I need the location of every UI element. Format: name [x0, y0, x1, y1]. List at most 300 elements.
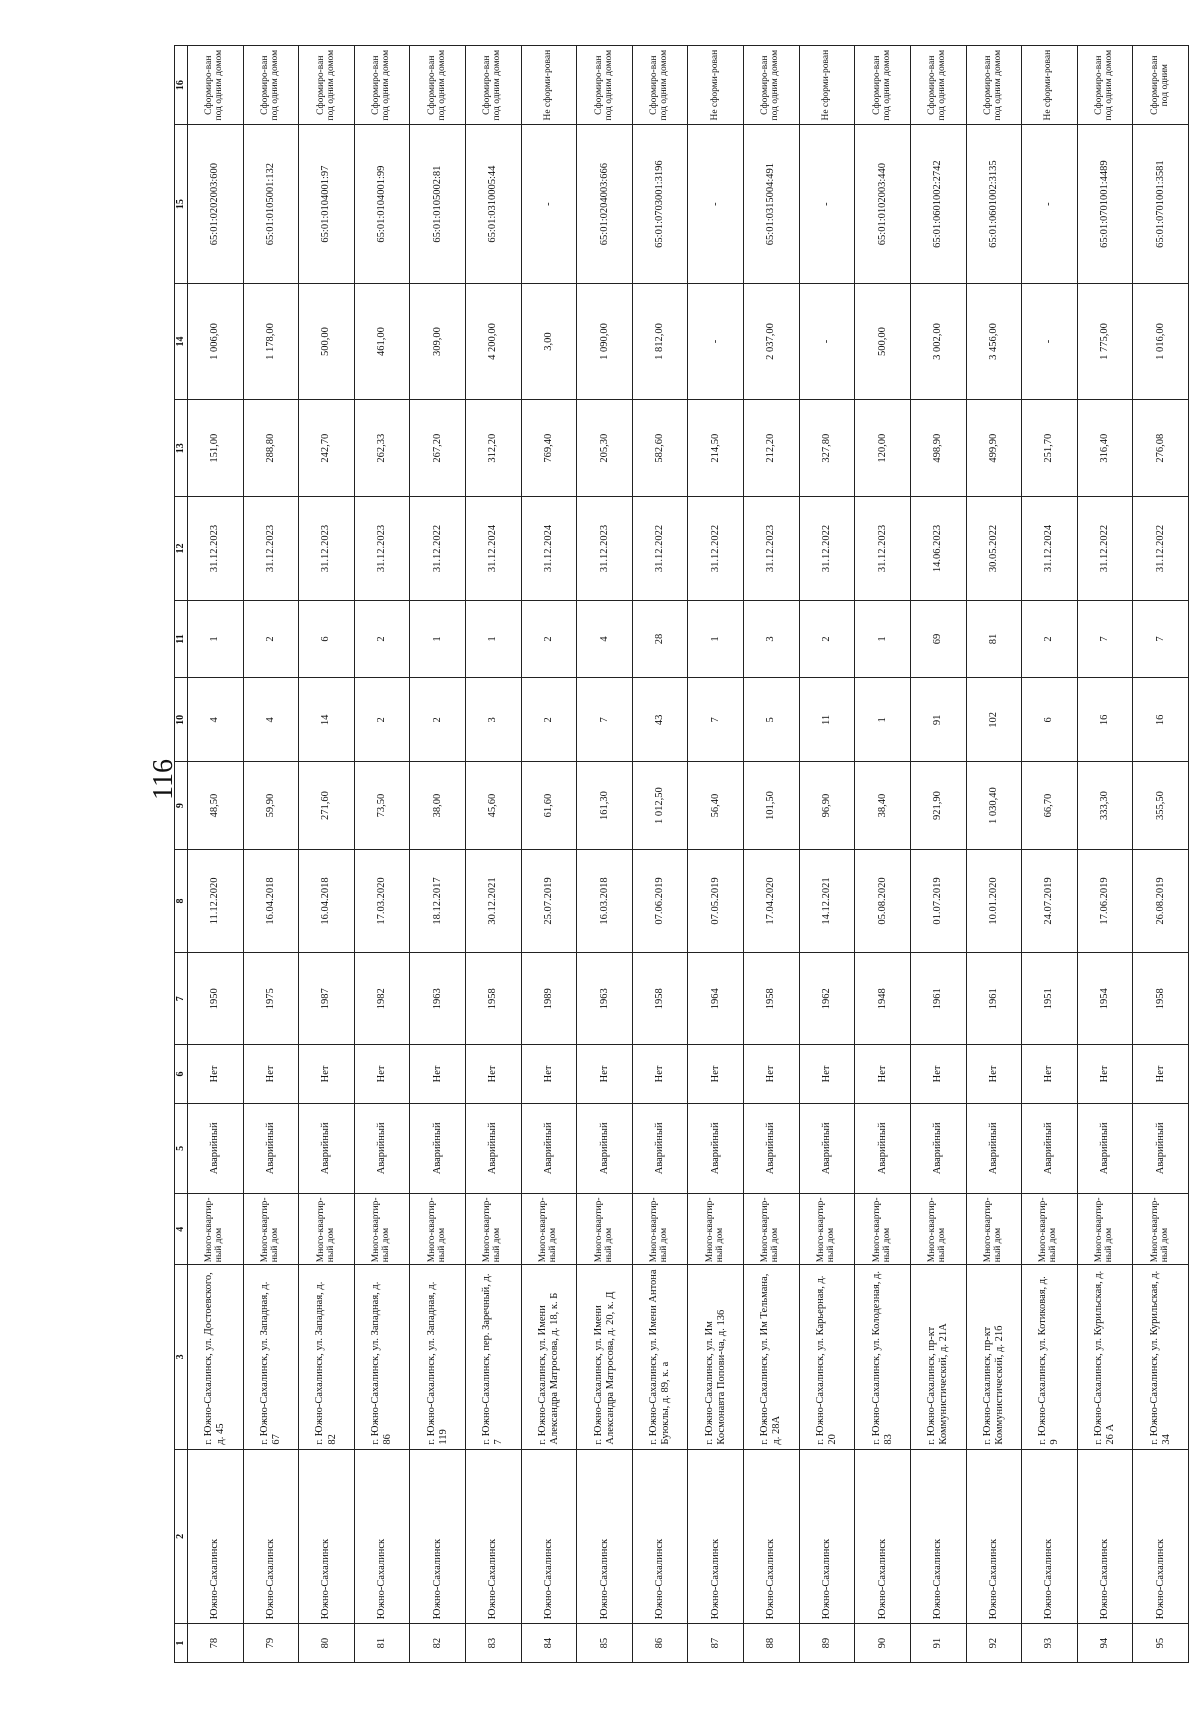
- cell-cadastral-value: 212,20: [744, 400, 800, 497]
- column-number-header: 6: [175, 1045, 188, 1103]
- table-row: [466, 46, 522, 1663]
- cell-resettlement-deadline: 31.12.2024: [1022, 497, 1078, 600]
- cell-row-number: 85: [577, 1624, 633, 1663]
- cell-building-type: Много-квартир-ный дом: [855, 1194, 911, 1265]
- cell-cultural-heritage: Нет: [188, 1045, 244, 1103]
- cell-cadastral-value: 582,60: [632, 400, 688, 497]
- cell-cadastral-value: 316,40: [1077, 400, 1133, 497]
- cell-condition-status: Аварийный: [299, 1103, 355, 1194]
- cell-cadastral-value: 120,00: [855, 400, 911, 497]
- cell-building-type: Много-квартир-ный дом: [632, 1194, 688, 1265]
- cell-land-plot-status: Сформиро-ван под одним домом: [354, 46, 410, 125]
- cell-municipality: Южно-Сахалинск: [410, 1449, 466, 1624]
- table-row: [1133, 46, 1189, 1663]
- cell-building-type: Много-квартир-ный дом: [744, 1194, 800, 1265]
- table-row: [688, 46, 744, 1663]
- registry-table-container: [174, 45, 1189, 1663]
- cell-cadastral-value: 242,70: [299, 400, 355, 497]
- cell-condition-status: Аварийный: [243, 1103, 299, 1194]
- cell-cadastral-value: 769,40: [521, 400, 577, 497]
- cell-resettlement-deadline: 14.06.2023: [910, 497, 966, 600]
- cell-municipality: Южно-Сахалинск: [1022, 1449, 1078, 1624]
- cell-cultural-heritage: Нет: [466, 1045, 522, 1103]
- cell-living-area: 921,90: [910, 762, 966, 849]
- column-number-header: 7: [175, 953, 188, 1045]
- cell-cultural-heritage: Нет: [1077, 1045, 1133, 1103]
- cell-residents-count: 2: [410, 678, 466, 762]
- cell-construction-year: 1948: [855, 953, 911, 1045]
- cell-land-plot-status: Не сформи-рован: [521, 46, 577, 125]
- cell-construction-year: 1958: [1133, 953, 1189, 1045]
- cell-condition-status: Аварийный: [1077, 1103, 1133, 1194]
- cell-cadastral-number: 65:01:0202003:600: [188, 125, 244, 283]
- cell-cadastral-number: 65:01:0102003:440: [855, 125, 911, 283]
- cell-land-plot-status: Не сформи-рован: [1022, 46, 1078, 125]
- cell-building-type: Много-квартир-ный дом: [688, 1194, 744, 1265]
- column-number-header: 10: [175, 678, 188, 762]
- cell-resettlement-deadline: 31.12.2023: [299, 497, 355, 600]
- cell-apartments-count: 2: [521, 600, 577, 678]
- cell-municipality: Южно-Сахалинск: [188, 1449, 244, 1624]
- cell-cadastral-number: -: [688, 125, 744, 283]
- cell-municipality: Южно-Сахалинск: [799, 1449, 855, 1624]
- cell-address: г. Южно-Сахалинск, ул. Имени Антона Буюклы, д. 89, к. а: [632, 1265, 688, 1449]
- cell-land-plot-area: 1 775,00: [1077, 283, 1133, 399]
- cell-living-area: 333,30: [1077, 762, 1133, 849]
- cell-cadastral-value: 498,90: [910, 400, 966, 497]
- column-number-header: 15: [175, 125, 188, 283]
- cell-emergency-recognition-date: 30.12.2021: [466, 849, 522, 952]
- cell-municipality: Южно-Сахалинск: [855, 1449, 911, 1624]
- cell-emergency-recognition-date: 14.12.2021: [799, 849, 855, 952]
- cell-condition-status: Аварийный: [744, 1103, 800, 1194]
- cell-cadastral-value: 251,70: [1022, 400, 1078, 497]
- cell-land-plot-area: -: [1022, 283, 1078, 399]
- cell-building-type: Много-квартир-ный дом: [1133, 1194, 1189, 1265]
- cell-condition-status: Аварийный: [1133, 1103, 1189, 1194]
- cell-emergency-recognition-date: 26.08.2019: [1133, 849, 1189, 952]
- cell-living-area: 59,90: [243, 762, 299, 849]
- cell-address: г. Южно-Сахалинск, ул. Карьерная, д. 20: [799, 1265, 855, 1449]
- cell-apartments-count: 28: [632, 600, 688, 678]
- cell-land-plot-status: Сформиро-ван под одним домом: [577, 46, 633, 125]
- table-row: [521, 46, 577, 1663]
- cell-cadastral-value: 267,20: [410, 400, 466, 497]
- cell-land-plot-status: Не сформи-рован: [799, 46, 855, 125]
- cell-construction-year: 1963: [577, 953, 633, 1045]
- cell-residents-count: 16: [1077, 678, 1133, 762]
- cell-building-type: Много-квартир-ный дом: [910, 1194, 966, 1265]
- cell-row-number: 91: [910, 1624, 966, 1663]
- cell-land-plot-area: 1 178,00: [243, 283, 299, 399]
- cell-land-plot-area: 500,00: [855, 283, 911, 399]
- cell-row-number: 94: [1077, 1624, 1133, 1663]
- cell-condition-status: Аварийный: [688, 1103, 744, 1194]
- cell-emergency-recognition-date: 10.01.2020: [966, 849, 1022, 952]
- column-number-header: 3: [175, 1265, 188, 1449]
- cell-row-number: 83: [466, 1624, 522, 1663]
- cell-living-area: 38,00: [410, 762, 466, 849]
- table-body: [188, 46, 1189, 1663]
- cell-address: г. Южно-Сахалинск, пер. Заречный, д. 7: [466, 1265, 522, 1449]
- cell-address: г. Южно-Сахалинск, ул. Колодезная, д. 83: [855, 1265, 911, 1449]
- cell-land-plot-status: Сформиро-ван под одним домом: [243, 46, 299, 125]
- cell-construction-year: 1958: [632, 953, 688, 1045]
- cell-residents-count: 11: [799, 678, 855, 762]
- cell-condition-status: Аварийный: [577, 1103, 633, 1194]
- cell-resettlement-deadline: 30.05.2022: [966, 497, 1022, 600]
- cell-address: г. Южно-Сахалинск, ул. Западная, д. 67: [243, 1265, 299, 1449]
- cell-land-plot-area: 1 006,00: [188, 283, 244, 399]
- cell-condition-status: Аварийный: [1022, 1103, 1078, 1194]
- cell-row-number: 93: [1022, 1624, 1078, 1663]
- cell-apartments-count: 3: [744, 600, 800, 678]
- emergency-housing-table: [174, 45, 1189, 1663]
- cell-address: г. Южно-Сахалинск, ул. Имени Александра Матросова, д. 20, к. Д: [577, 1265, 633, 1449]
- cell-apartments-count: 2: [243, 600, 299, 678]
- cell-living-area: 45,60: [466, 762, 522, 849]
- cell-apartments-count: 1: [410, 600, 466, 678]
- cell-living-area: 1 030,40: [966, 762, 1022, 849]
- cell-construction-year: 1963: [410, 953, 466, 1045]
- cell-resettlement-deadline: 31.12.2023: [744, 497, 800, 600]
- cell-apartments-count: 2: [799, 600, 855, 678]
- cell-building-type: Много-квартир-ный дом: [577, 1194, 633, 1265]
- cell-apartments-count: 1: [188, 600, 244, 678]
- column-number-header: 9: [175, 762, 188, 849]
- cell-residents-count: 14: [299, 678, 355, 762]
- cell-cultural-heritage: Нет: [410, 1045, 466, 1103]
- cell-municipality: Южно-Сахалинск: [966, 1449, 1022, 1624]
- cell-land-plot-area: 1 016,00: [1133, 283, 1189, 399]
- cell-residents-count: 4: [243, 678, 299, 762]
- cell-living-area: 161,30: [577, 762, 633, 849]
- cell-living-area: 271,60: [299, 762, 355, 849]
- cell-municipality: Южно-Сахалинск: [354, 1449, 410, 1624]
- cell-emergency-recognition-date: 07.05.2019: [688, 849, 744, 952]
- cell-apartments-count: 69: [910, 600, 966, 678]
- cell-construction-year: 1964: [688, 953, 744, 1045]
- cell-cadastral-value: 327,80: [799, 400, 855, 497]
- cell-cadastral-number: -: [1022, 125, 1078, 283]
- cell-land-plot-area: 4 200,00: [466, 283, 522, 399]
- cell-apartments-count: 6: [299, 600, 355, 678]
- cell-building-type: Много-квартир-ный дом: [466, 1194, 522, 1265]
- cell-building-type: Много-квартир-ный дом: [966, 1194, 1022, 1265]
- column-number-header: 5: [175, 1103, 188, 1194]
- cell-municipality: Южно-Сахалинск: [466, 1449, 522, 1624]
- cell-address: г. Южно-Сахалинск, ул. Им Тельмана, д. 28А: [744, 1265, 800, 1449]
- cell-land-plot-status: Не сформи-рован: [688, 46, 744, 125]
- cell-land-plot-status: Сформиро-ван под одним домом: [632, 46, 688, 125]
- cell-cultural-heritage: Нет: [521, 1045, 577, 1103]
- cell-row-number: 88: [744, 1624, 800, 1663]
- cell-cadastral-number: 65:01:0703001:3196: [632, 125, 688, 283]
- cell-cadastral-number: -: [799, 125, 855, 283]
- table-row: [410, 46, 466, 1663]
- cell-cadastral-number: -: [521, 125, 577, 283]
- cell-cadastral-number: 65:01:0105002:81: [410, 125, 466, 283]
- cell-resettlement-deadline: 31.12.2022: [799, 497, 855, 600]
- column-number-header: 4: [175, 1194, 188, 1265]
- cell-row-number: 89: [799, 1624, 855, 1663]
- table-row: [799, 46, 855, 1663]
- cell-residents-count: 6: [1022, 678, 1078, 762]
- column-number-header: 13: [175, 400, 188, 497]
- cell-cadastral-number: 65:01:0601002:2742: [910, 125, 966, 283]
- cell-land-plot-status: Сформиро-ван под одним домом: [966, 46, 1022, 125]
- cell-address: г. Южно-Сахалинск, ул. Имени Александра Матросова, д. 18, к. Б: [521, 1265, 577, 1449]
- cell-emergency-recognition-date: 24.07.2019: [1022, 849, 1078, 952]
- cell-residents-count: 16: [1133, 678, 1189, 762]
- cell-construction-year: 1954: [1077, 953, 1133, 1045]
- cell-municipality: Южно-Сахалинск: [910, 1449, 966, 1624]
- cell-municipality: Южно-Сахалинск: [577, 1449, 633, 1624]
- cell-emergency-recognition-date: 11.12.2020: [188, 849, 244, 952]
- cell-land-plot-area: 461,00: [354, 283, 410, 399]
- cell-land-plot-status: Сформиро-ван под одним домом: [910, 46, 966, 125]
- cell-resettlement-deadline: 31.12.2024: [521, 497, 577, 600]
- cell-resettlement-deadline: 31.12.2022: [1133, 497, 1189, 600]
- cell-row-number: 92: [966, 1624, 1022, 1663]
- cell-cultural-heritage: Нет: [966, 1045, 1022, 1103]
- cell-land-plot-status: Сформиро-ван под одним домом: [299, 46, 355, 125]
- cell-condition-status: Аварийный: [799, 1103, 855, 1194]
- cell-building-type: Много-квартир-ный дом: [299, 1194, 355, 1265]
- cell-construction-year: 1989: [521, 953, 577, 1045]
- cell-emergency-recognition-date: 17.04.2020: [744, 849, 800, 952]
- cell-cadastral-value: 312,20: [466, 400, 522, 497]
- cell-living-area: 101,50: [744, 762, 800, 849]
- cell-land-plot-area: 3,00: [521, 283, 577, 399]
- column-number-header: 8: [175, 849, 188, 952]
- cell-construction-year: 1958: [744, 953, 800, 1045]
- cell-address: г. Южно-Сахалинск, ул. Им Космонавта Попови-ча, д. 136: [688, 1265, 744, 1449]
- cell-condition-status: Аварийный: [410, 1103, 466, 1194]
- cell-municipality: Южно-Сахалинск: [521, 1449, 577, 1624]
- cell-apartments-count: 7: [1077, 600, 1133, 678]
- cell-emergency-recognition-date: 17.06.2019: [1077, 849, 1133, 952]
- cell-cadastral-number: 65:01:0315004:491: [744, 125, 800, 283]
- cell-resettlement-deadline: 31.12.2023: [855, 497, 911, 600]
- cell-apartments-count: 2: [354, 600, 410, 678]
- cell-residents-count: 3: [466, 678, 522, 762]
- cell-apartments-count: 1: [855, 600, 911, 678]
- cell-cultural-heritage: Нет: [744, 1045, 800, 1103]
- cell-row-number: 84: [521, 1624, 577, 1663]
- cell-row-number: 86: [632, 1624, 688, 1663]
- cell-cadastral-number: 65:01:0701001:3581: [1133, 125, 1189, 283]
- cell-row-number: 81: [354, 1624, 410, 1663]
- cell-land-plot-area: 1 090,00: [577, 283, 633, 399]
- cell-land-plot-status: Сформиро-ван под одним домом: [466, 46, 522, 125]
- table-row: [744, 46, 800, 1663]
- cell-building-type: Много-квартир-ный дом: [188, 1194, 244, 1265]
- cell-address: г. Южно-Сахалинск, ул. Курильская, д. 34: [1133, 1265, 1189, 1449]
- cell-land-plot-area: -: [688, 283, 744, 399]
- cell-resettlement-deadline: 31.12.2024: [466, 497, 522, 600]
- cell-residents-count: 4: [188, 678, 244, 762]
- cell-residents-count: 7: [688, 678, 744, 762]
- cell-building-type: Много-квартир-ный дом: [799, 1194, 855, 1265]
- cell-residents-count: 2: [354, 678, 410, 762]
- cell-apartments-count: 1: [466, 600, 522, 678]
- cell-row-number: 95: [1133, 1624, 1189, 1663]
- cell-building-type: Много-квартир-ный дом: [243, 1194, 299, 1265]
- column-number-header: 14: [175, 283, 188, 399]
- cell-land-plot-status: Сформиро-ван под одним домом: [410, 46, 466, 125]
- cell-cadastral-number: 65:01:0104001:99: [354, 125, 410, 283]
- cell-row-number: 79: [243, 1624, 299, 1663]
- column-number-header: 2: [175, 1449, 188, 1624]
- cell-resettlement-deadline: 31.12.2022: [688, 497, 744, 600]
- cell-cultural-heritage: Нет: [243, 1045, 299, 1103]
- cell-construction-year: 1951: [1022, 953, 1078, 1045]
- column-number-header: 11: [175, 600, 188, 678]
- cell-row-number: 90: [855, 1624, 911, 1663]
- cell-living-area: 96,90: [799, 762, 855, 849]
- cell-building-type: Много-квартир-ный дом: [410, 1194, 466, 1265]
- cell-cultural-heritage: Нет: [1133, 1045, 1189, 1103]
- cell-apartments-count: 81: [966, 600, 1022, 678]
- cell-apartments-count: 7: [1133, 600, 1189, 678]
- cell-cultural-heritage: Нет: [855, 1045, 911, 1103]
- cell-land-plot-status: Сформиро-ван под одним: [1133, 46, 1189, 125]
- cell-building-type: Много-квартир-ный дом: [1077, 1194, 1133, 1265]
- cell-row-number: 80: [299, 1624, 355, 1663]
- cell-municipality: Южно-Сахалинск: [632, 1449, 688, 1624]
- table-row: [1022, 46, 1078, 1663]
- cell-living-area: 56,40: [688, 762, 744, 849]
- column-number-header: 1: [175, 1624, 188, 1663]
- cell-emergency-recognition-date: 16.03.2018: [577, 849, 633, 952]
- cell-resettlement-deadline: 31.12.2023: [354, 497, 410, 600]
- cell-residents-count: 2: [521, 678, 577, 762]
- cell-condition-status: Аварийный: [632, 1103, 688, 1194]
- cell-land-plot-area: 3 456,00: [966, 283, 1022, 399]
- cell-residents-count: 1: [855, 678, 911, 762]
- cell-cadastral-number: 65:01:0701001:4489: [1077, 125, 1133, 283]
- column-number-header: 12: [175, 497, 188, 600]
- table-header-row: [175, 46, 188, 1663]
- cell-address: г. Южно-Сахалинск, ул. Западная, д. 119: [410, 1265, 466, 1449]
- cell-cultural-heritage: Нет: [577, 1045, 633, 1103]
- cell-building-type: Много-квартир-ный дом: [1022, 1194, 1078, 1265]
- cell-address: г. Южно-Сахалинск, ул. Достоевского, д. 45: [188, 1265, 244, 1449]
- cell-resettlement-deadline: 31.12.2022: [632, 497, 688, 600]
- cell-cadastral-number: 65:01:0310005:44: [466, 125, 522, 283]
- cell-living-area: 355,50: [1133, 762, 1189, 849]
- cell-cultural-heritage: Нет: [354, 1045, 410, 1103]
- cell-row-number: 82: [410, 1624, 466, 1663]
- cell-construction-year: 1982: [354, 953, 410, 1045]
- table-row: [188, 46, 244, 1663]
- cell-building-type: Много-квартир-ный дом: [354, 1194, 410, 1265]
- cell-address: г. Южно-Сахалинск, ул. Котиковая, д. 9: [1022, 1265, 1078, 1449]
- cell-condition-status: Аварийный: [855, 1103, 911, 1194]
- cell-land-plot-status: Сформиро-ван под одним домом: [855, 46, 911, 125]
- cell-cadastral-value: 151,00: [188, 400, 244, 497]
- table-row: [299, 46, 355, 1663]
- cell-cultural-heritage: Нет: [799, 1045, 855, 1103]
- cell-land-plot-area: 3 002,00: [910, 283, 966, 399]
- cell-emergency-recognition-date: 01.07.2019: [910, 849, 966, 952]
- cell-living-area: 73,50: [354, 762, 410, 849]
- table-row: [910, 46, 966, 1663]
- cell-construction-year: 1958: [466, 953, 522, 1045]
- cell-emergency-recognition-date: 05.08.2020: [855, 849, 911, 952]
- cell-land-plot-status: Сформиро-ван под одним домом: [188, 46, 244, 125]
- cell-living-area: 1 012,50: [632, 762, 688, 849]
- cell-emergency-recognition-date: 25.07.2019: [521, 849, 577, 952]
- cell-address: г. Южно-Сахалинск, ул. Западная, д. 86: [354, 1265, 410, 1449]
- cell-cadastral-number: 65:01:0105001:132: [243, 125, 299, 283]
- cell-building-type: Много-квартир-ный дом: [521, 1194, 577, 1265]
- table-row: [577, 46, 633, 1663]
- cell-residents-count: 5: [744, 678, 800, 762]
- cell-cadastral-value: 205,30: [577, 400, 633, 497]
- cell-cadastral-value: 288,80: [243, 400, 299, 497]
- cell-emergency-recognition-date: 17.03.2020: [354, 849, 410, 952]
- column-number-header: 16: [175, 46, 188, 125]
- table-row: [855, 46, 911, 1663]
- cell-cultural-heritage: Нет: [688, 1045, 744, 1103]
- cell-address: г. Южно-Сахалинск, пр-кт Коммунистический, д. 21б: [966, 1265, 1022, 1449]
- cell-cultural-heritage: Нет: [632, 1045, 688, 1103]
- cell-cadastral-value: 276,08: [1133, 400, 1189, 497]
- page-number: 116: [148, 759, 179, 800]
- table-row: [354, 46, 410, 1663]
- cell-land-plot-area: -: [799, 283, 855, 399]
- cell-municipality: Южно-Сахалинск: [1077, 1449, 1133, 1624]
- cell-land-plot-area: 500,00: [299, 283, 355, 399]
- cell-resettlement-deadline: 31.12.2023: [577, 497, 633, 600]
- cell-resettlement-deadline: 31.12.2023: [188, 497, 244, 600]
- cell-land-plot-area: 309,00: [410, 283, 466, 399]
- cell-emergency-recognition-date: 18.12.2017: [410, 849, 466, 952]
- cell-cultural-heritage: Нет: [1022, 1045, 1078, 1103]
- cell-row-number: 78: [188, 1624, 244, 1663]
- cell-condition-status: Аварийный: [188, 1103, 244, 1194]
- cell-land-plot-area: 1 812,00: [632, 283, 688, 399]
- cell-address: г. Южно-Сахалинск, ул. Западная, д. 82: [299, 1265, 355, 1449]
- cell-condition-status: Аварийный: [910, 1103, 966, 1194]
- cell-row-number: 87: [688, 1624, 744, 1663]
- cell-living-area: 38,40: [855, 762, 911, 849]
- cell-emergency-recognition-date: 16.04.2018: [243, 849, 299, 952]
- cell-construction-year: 1961: [910, 953, 966, 1045]
- cell-address: г. Южно-Сахалинск, пр-кт Коммунистический, д. 21А: [910, 1265, 966, 1449]
- cell-condition-status: Аварийный: [354, 1103, 410, 1194]
- cell-construction-year: 1987: [299, 953, 355, 1045]
- cell-condition-status: Аварийный: [966, 1103, 1022, 1194]
- table-row: [966, 46, 1022, 1663]
- cell-residents-count: 43: [632, 678, 688, 762]
- cell-municipality: Южно-Сахалинск: [243, 1449, 299, 1624]
- cell-residents-count: 91: [910, 678, 966, 762]
- cell-living-area: 48,50: [188, 762, 244, 849]
- cell-living-area: 66,70: [1022, 762, 1078, 849]
- cell-living-area: 61,60: [521, 762, 577, 849]
- cell-address: г. Южно-Сахалинск, ул. Курильская, д. 26 А: [1077, 1265, 1133, 1449]
- cell-construction-year: 1962: [799, 953, 855, 1045]
- cell-cadastral-number: 65:01:0601002:3135: [966, 125, 1022, 283]
- cell-resettlement-deadline: 31.12.2023: [243, 497, 299, 600]
- cell-cultural-heritage: Нет: [910, 1045, 966, 1103]
- cell-resettlement-deadline: 31.12.2022: [1077, 497, 1133, 600]
- cell-municipality: Южно-Сахалинск: [688, 1449, 744, 1624]
- cell-cultural-heritage: Нет: [299, 1045, 355, 1103]
